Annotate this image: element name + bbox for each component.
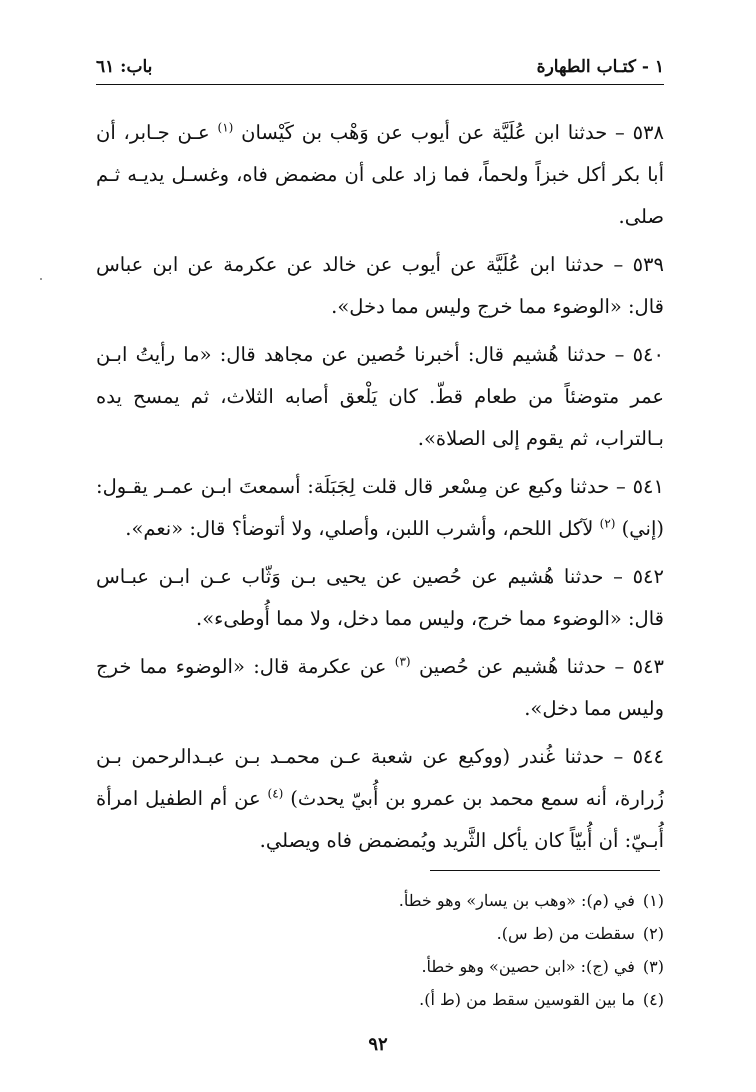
footnote-4 (96, 983, 664, 1016)
hadith-number: ٥٤٣ (632, 655, 665, 678)
footnote-3 (96, 950, 664, 983)
hadith-538: ٥٣٨ – حدثنا ابن عُلَيَّة عن أيوب عن وَهْب بن كَيْسان $^{(١)}$ عـن جـابر، أن أبا بكر أكل خبزاً ولحماً، فما زاد على أن مضمض فاه، وغسـل يديـه ثـم صلى. (96, 120, 664, 228)
hadith-list (96, 112, 664, 868)
footnote-text: في (ج): «ابن حصين» وهو خطأ. (421, 957, 635, 976)
footnote-ref: (٤) (267, 786, 284, 801)
hadith-text-continued: عن عكرمة قال: «الوضوء مما خرج وليس مما دخل». (96, 655, 664, 720)
hadith-542: ٥٤٢ – حدثنا هُشيم عن حُصين عن يحيى بـن وَثّاب عـن ابـن عبـاس قال: «الوضوء مما خرج، وليس مما دخل، ولا مما أُوطىء». (96, 565, 664, 630)
hadith-text: حدثنا وكيع عن مِسْعر قال قلت لِجَبَلَة: أسمعتَ ابـن عمـر يقـول: (إني) (96, 475, 664, 540)
hadith-540: ٥٤٠ – حدثنا هُشيم قال: أخبرنا حُصين عن مجاهد قال: «ما رأيتُ ابـن عمر متوضئاً من طعام قطّ. كان يَلْعق أصابه الثلاث، ثم يمسح يده بـالتراب، ثم يقوم إلى الصلاة». (96, 343, 664, 450)
footnotes (96, 884, 664, 1016)
hadith-544: ٥٤٤ – حدثنا غُندر (ووكيع عن شعبة عـن محمـد بـن عبـدالرحمن بـن زُرارة، أنه سمع محمد بن عمرو بن أُبيّ يحدث) $^{(٤)}$ عن أم الطفيل امرأة أُبـيّ: أن أُبيّاً كان يأكل الثَّريد ويُمضمض فاه ويصلي. (96, 745, 664, 852)
margin-mark (40, 278, 42, 280)
hadith-number: ٥٣٩ (632, 253, 664, 276)
hadith-number: ٥٣٨ (632, 121, 664, 144)
footnote-ref: (٢) (599, 516, 616, 531)
footnote-text: في (م): «وهب بن يسار» وهو خطأ. (398, 891, 635, 910)
hadith-539: ٥٣٩ – حدثنا ابن عُلَيَّة عن أيوب عن خالد عن عكرمة عن ابن عباس قال: «الوضوء مما خرج وليس مما دخل». (96, 253, 664, 318)
hadith-number: ٥٤١ (632, 475, 664, 498)
running-header (96, 52, 664, 82)
hadith-text: حدثنا ابن عُلَيَّة عن أيوب عن وَهْب بن كَيْسان (241, 121, 608, 144)
hadith-number: ٥٤٠ (632, 343, 664, 366)
footnote-ref: (٣) (394, 654, 411, 669)
hadith-text: حدثنا هُشيم عن حُصين عن يحيى بـن وَثّاب عـن ابـن عبـاس قال: «الوضوء مما خرج، وليس مما دخل، ولا مما أُوطىء». (96, 565, 664, 630)
chapter-title: ١ - كتـاب الطهارة (536, 57, 664, 77)
hadith-text: حدثنا هُشيم قال: أخبرنا حُصين عن مجاهد قال: «ما رأيتُ ابـن عمر متوضئاً من طعام قطّ. كان يَلْعق أصابه الثلاث، ثم يمسح يده بـالتراب، ثم يقوم إلى الصلاة». (96, 343, 664, 450)
footnote-number: (٣) (642, 957, 664, 976)
hadith-number: ٥٤٢ (632, 565, 664, 588)
hadith-541: ٥٤١ – حدثنا وكيع عن مِسْعر قال قلت لِجَبَلَة: أسمعتَ ابـن عمـر يقـول: (إني) $^{(٢)}$ لآكل اللحم، وأشرب اللبن، وأصلي، ولا أتوضأ؟ قال: «نعم». (96, 475, 664, 540)
page-number: ٩٢ (368, 1034, 388, 1055)
footnote-divider (430, 870, 660, 871)
hadith-543: ٥٤٣ – حدثنا هُشيم عن حُصين $^{(٣)}$ عن عكرمة قال: «الوضوء مما خرج وليس مما دخل». (96, 654, 665, 720)
footnote-1 (96, 884, 664, 917)
footnote-number: (١) (642, 891, 664, 910)
section-title: باب: ٦١ (96, 57, 153, 77)
hadith-text: حدثنا هُشيم عن حُصين (418, 655, 607, 678)
footnote-text: ما بين القوسين سقط من (ط أ). (419, 990, 635, 1009)
hadith-text-continued: عـن جـابر، أن أبا بكر أكل خبزاً ولحماً، فما زاد على أن مضمض فاه، وغسـل يديـه ثـم صلى. (96, 121, 664, 228)
hadith-text: حدثنا غُندر (ووكيع عن شعبة عـن محمـد بـن عبـدالرحمن بـن زُرارة، أنه سمع محمد بن عمرو بن أُبيّ يحدث) (96, 745, 664, 810)
header-divider (96, 84, 664, 85)
hadith-text: حدثنا ابن عُلَيَّة عن أيوب عن خالد عن عكرمة عن ابن عباس قال: «الوضوء مما خرج وليس مما دخل». (96, 253, 664, 318)
footnote-2 (96, 917, 664, 950)
footnote-ref: (١) (217, 120, 234, 135)
hadith-text-continued: عن أم الطفيل امرأة أُبـيّ: أن أُبيّاً كان يأكل الثَّريد ويُمضمض فاه ويصلي. (96, 787, 664, 852)
hadith-text-continued: لآكل اللحم، وأشرب اللبن، وأصلي، ولا أتوضأ؟ قال: «نعم». (125, 517, 594, 540)
hadith-number: ٥٤٤ (632, 745, 664, 768)
footnote-text: سقطت من (ط س). (496, 924, 635, 943)
footnote-number: (٢) (642, 924, 664, 943)
footnote-number: (٤) (642, 990, 664, 1009)
